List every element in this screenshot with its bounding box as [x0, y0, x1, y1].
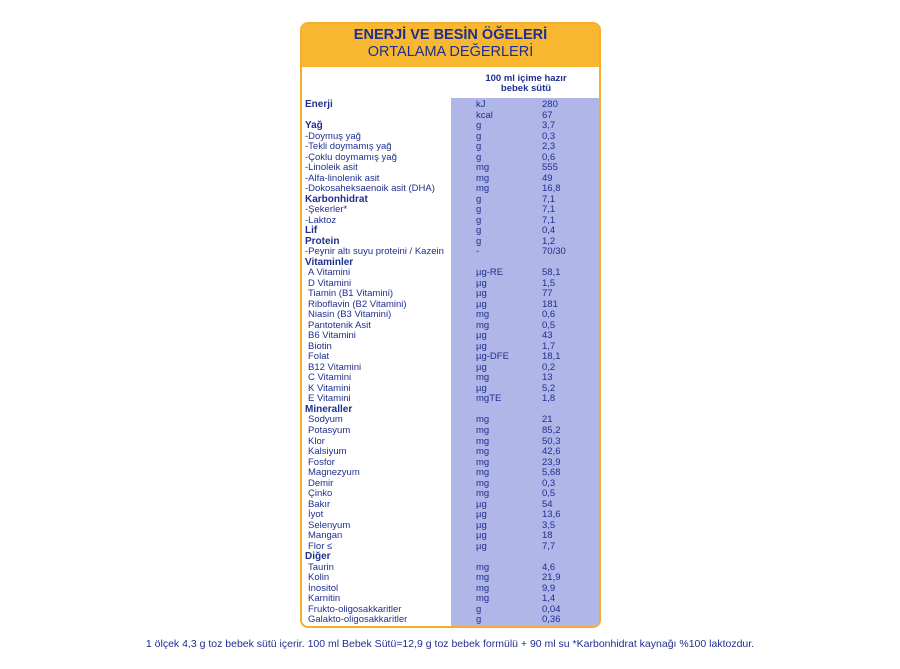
nutrient-unit: mg [476, 561, 490, 573]
nutrient-value: 54 [542, 498, 553, 510]
nutrient-value: 7,1 [542, 204, 556, 216]
nutrient-value: 555 [542, 162, 558, 174]
table-title: ENERJİ VE BESİN ÖĞELERİ [353, 27, 548, 43]
nutrient-name: -Linoleik asit [305, 162, 358, 174]
nutrient-name: Sodyum [308, 414, 343, 426]
nutrient-value: 18,1 [542, 351, 561, 363]
nutrient-name: Fosfor [308, 456, 335, 468]
nutrient-name: B6 Vitamini [308, 330, 356, 342]
nutrient-unit: µg-RE [476, 267, 504, 279]
nutrient-unit: mg [476, 372, 490, 384]
nutrient-value: 1,4 [542, 593, 556, 605]
nutrient-value: 0,5 [542, 488, 556, 500]
value-column-header [451, 67, 601, 98]
nutrient-value: 70/30 [542, 246, 566, 258]
nutrient-value: 1,5 [542, 277, 556, 289]
nutrient-name: -Çoklu doymamış yağ [305, 151, 397, 163]
nutrient-name: K Vitamini [308, 382, 351, 394]
nutrient-name: Galakto-oligosakkaritler [308, 614, 408, 626]
nutrient-unit: µg-DFE [476, 351, 509, 363]
nutrient-name: Bakır [308, 498, 331, 510]
nutrient-value: 1,8 [542, 393, 556, 405]
nutrient-unit: µg [476, 330, 487, 342]
nutrient-name: Riboflavin (B2 Vitamini) [308, 298, 407, 310]
nutrient-value: 5,68 [542, 467, 561, 479]
nutrient-name: İyot [308, 509, 324, 521]
nutrient-name: -Şekerler* [305, 204, 348, 216]
section-row [302, 100, 599, 111]
nutrient-value: 49 [542, 172, 553, 184]
nutrient-value: 181 [542, 298, 558, 310]
nutrient-name: Kalsiyum [308, 446, 347, 458]
nutrient-value: 13,6 [542, 509, 561, 521]
nutrient-unit: g [476, 225, 482, 237]
column-header-line2: bebek sütü [500, 83, 552, 94]
nutrient-unit: g [476, 120, 482, 132]
nutrient-unit: g [476, 603, 482, 615]
nutrient-name: E Vitamini [308, 393, 351, 405]
nutrient-name: Pantotenik Asit [308, 319, 371, 331]
nutrient-value: 18 [542, 530, 553, 542]
nutrient-unit: g [476, 193, 482, 205]
nutrient-unit: mg [476, 162, 490, 174]
nutrient-value: 4,6 [542, 561, 556, 573]
table-row [302, 615, 599, 626]
section-row [302, 405, 599, 416]
nutrient-value: 0,2 [542, 361, 556, 373]
nutrient-unit: g [476, 204, 482, 216]
nutrient-value: 1,2 [542, 235, 556, 247]
nutrient-name: Kolin [308, 572, 330, 584]
nutrient-unit: µg [476, 509, 487, 521]
nutrient-value: 85,2 [542, 424, 561, 436]
nutrient-name: Vitaminler [305, 256, 354, 268]
nutrient-name: D Vitamini [308, 277, 352, 289]
nutrient-name: Magnezyum [308, 467, 360, 479]
nutrient-name: Selenyum [308, 519, 351, 531]
table-row [302, 468, 599, 479]
nutrient-unit: mg [476, 424, 490, 436]
nutrient-unit: mg [476, 172, 490, 184]
table-row [302, 142, 599, 153]
nutrient-unit: g [476, 235, 482, 247]
nutrient-unit: g [476, 214, 482, 226]
nutrient-value: 0,36 [542, 614, 561, 626]
nutrient-unit: mg [476, 183, 490, 195]
nutrient-name: Folat [308, 351, 330, 363]
nutrient-value: 42,6 [542, 446, 561, 458]
table-row [302, 521, 599, 532]
table-row [302, 426, 599, 437]
table-row [302, 489, 599, 500]
nutrient-unit: µg [476, 288, 487, 300]
nutrient-name: Demir [308, 477, 334, 489]
nutrient-value: 77 [542, 288, 553, 300]
nutrient-value: 23,9 [542, 456, 561, 468]
nutrient-unit: mg [476, 477, 490, 489]
nutrient-value: 1,7 [542, 340, 556, 352]
nutrient-unit: mg [476, 309, 490, 321]
nutrient-name: -Alfa-linolenik asit [305, 172, 380, 184]
nutrient-value: 0,3 [542, 130, 556, 142]
nutrient-unit: g [476, 141, 482, 153]
nutrient-unit: mg [476, 593, 490, 605]
nutrient-unit: - [476, 246, 480, 258]
nutrient-unit: µg [476, 519, 487, 531]
nutrient-value: 21 [542, 414, 553, 426]
nutrient-name: Lif [305, 225, 318, 237]
nutrient-value: 21,9 [542, 572, 561, 584]
nutrient-unit: g [476, 130, 482, 142]
nutrient-value: 0,5 [542, 319, 556, 331]
nutrient-value: 13 [542, 372, 553, 384]
nutrient-name: C Vitamini [308, 372, 352, 384]
nutrient-value: 7,1 [542, 214, 556, 226]
nutrient-name: Klor [308, 435, 325, 447]
nutrient-unit: kJ [476, 99, 486, 110]
nutrient-value: 280 [542, 99, 558, 110]
nutrient-name: -Tekli doymamış yağ [305, 141, 392, 153]
nutrient-unit: g [476, 614, 482, 626]
nutrient-value: 58,1 [542, 267, 561, 279]
nutrient-unit: µg [476, 498, 487, 510]
nutrient-name: -Laktoz [305, 214, 337, 226]
nutrient-unit: µg [476, 382, 487, 394]
nutrient-unit: µg [476, 540, 487, 552]
nutrient-name: İnositol [308, 582, 339, 594]
nutrient-unit: µg [476, 277, 487, 289]
nutrient-value: 0,04 [542, 603, 561, 615]
table-row [302, 447, 599, 458]
nutrient-name: Flor ≤ [308, 540, 333, 552]
nutrient-value: 2,3 [542, 141, 556, 153]
nutrient-value: 5,2 [542, 382, 556, 394]
nutrient-name: Protein [305, 235, 340, 247]
nutrient-value: 0,4 [542, 225, 556, 237]
nutrient-unit: µg [476, 530, 487, 542]
nutrient-value: 0,6 [542, 151, 556, 163]
nutrient-rows [302, 100, 599, 626]
nutrient-unit: mg [476, 467, 490, 479]
nutrient-name: Potasyum [308, 424, 351, 436]
nutrient-value: 9,9 [542, 582, 556, 594]
nutrient-name: Diğer [305, 551, 331, 563]
table-row [302, 542, 599, 553]
nutrient-name: -Doymuş yağ [305, 130, 361, 142]
nutrient-unit: mg [476, 319, 490, 331]
nutrition-table [300, 22, 601, 628]
nutrient-value: 50,3 [542, 435, 561, 447]
nutrient-name: Taurin [308, 561, 334, 573]
nutrient-unit: mg [476, 446, 490, 458]
nutrient-name: A Vitamini [308, 267, 351, 279]
table-subtitle: ORTALAMA DEĞERLERİ [367, 44, 534, 60]
nutrient-unit: µg [476, 340, 487, 352]
nutrient-value: 0,3 [542, 477, 556, 489]
table-header [302, 24, 599, 67]
nutrient-value: 67 [542, 109, 553, 121]
nutrient-unit: mgTE [476, 393, 502, 405]
nutrient-name: Yağ [305, 120, 323, 132]
nutrient-name: Frukto-oligosakkaritler [308, 603, 402, 615]
nutrient-value: 0,6 [542, 309, 556, 321]
nutrient-name: Mangan [308, 530, 343, 542]
nutrient-value: 3,5 [542, 519, 556, 531]
nutrient-unit: mg [476, 488, 490, 500]
nutrient-name: Niasin (B3 Vitamini) [308, 309, 392, 321]
nutrient-name: B12 Vitamini [308, 361, 362, 373]
nutrient-unit: g [476, 151, 482, 163]
nutrient-name: -Peynir altı suyu proteini / Kazein [305, 246, 444, 258]
nutrient-unit: µg [476, 361, 487, 373]
nutrient-value: 7,7 [542, 540, 556, 552]
nutrient-unit: mg [476, 414, 490, 426]
nutrient-unit: kcal [476, 109, 493, 121]
nutrient-value: 7,1 [542, 193, 556, 205]
nutrient-name: Enerji [305, 99, 333, 110]
nutrient-value: 16,8 [542, 183, 561, 195]
section-row [302, 121, 599, 132]
nutrient-name: Karbonhidrat [305, 193, 368, 205]
nutrient-unit: mg [476, 582, 490, 594]
nutrient-value: 3,7 [542, 120, 556, 132]
nutrient-value: 43 [542, 330, 553, 342]
nutrient-name: Tiamin (B1 Vitamini) [308, 288, 393, 300]
nutrient-unit: mg [476, 572, 490, 584]
nutrient-name: Mineraller [305, 403, 353, 415]
nutrient-name: Biotin [308, 340, 332, 352]
column-header-line1: 100 ml içime hazır [485, 73, 567, 84]
nutrient-unit: mg [476, 435, 490, 447]
footnote: 1 ölçek 4,3 g toz bebek sütü içerir. 100 ml Bebek Sütü=12,9 g toz bebek formülü + 90 ml su *Karbonhidrat kaynağı %100 laktozdur. [145, 638, 755, 650]
nutrient-name: Çinko [308, 488, 333, 500]
nutrient-unit: mg [476, 456, 490, 468]
nutrient-name: Karnitin [308, 593, 341, 605]
nutrient-name: -Dokosaheksaenoik asit (DHA) [305, 183, 435, 195]
nutrient-unit: µg [476, 298, 487, 310]
